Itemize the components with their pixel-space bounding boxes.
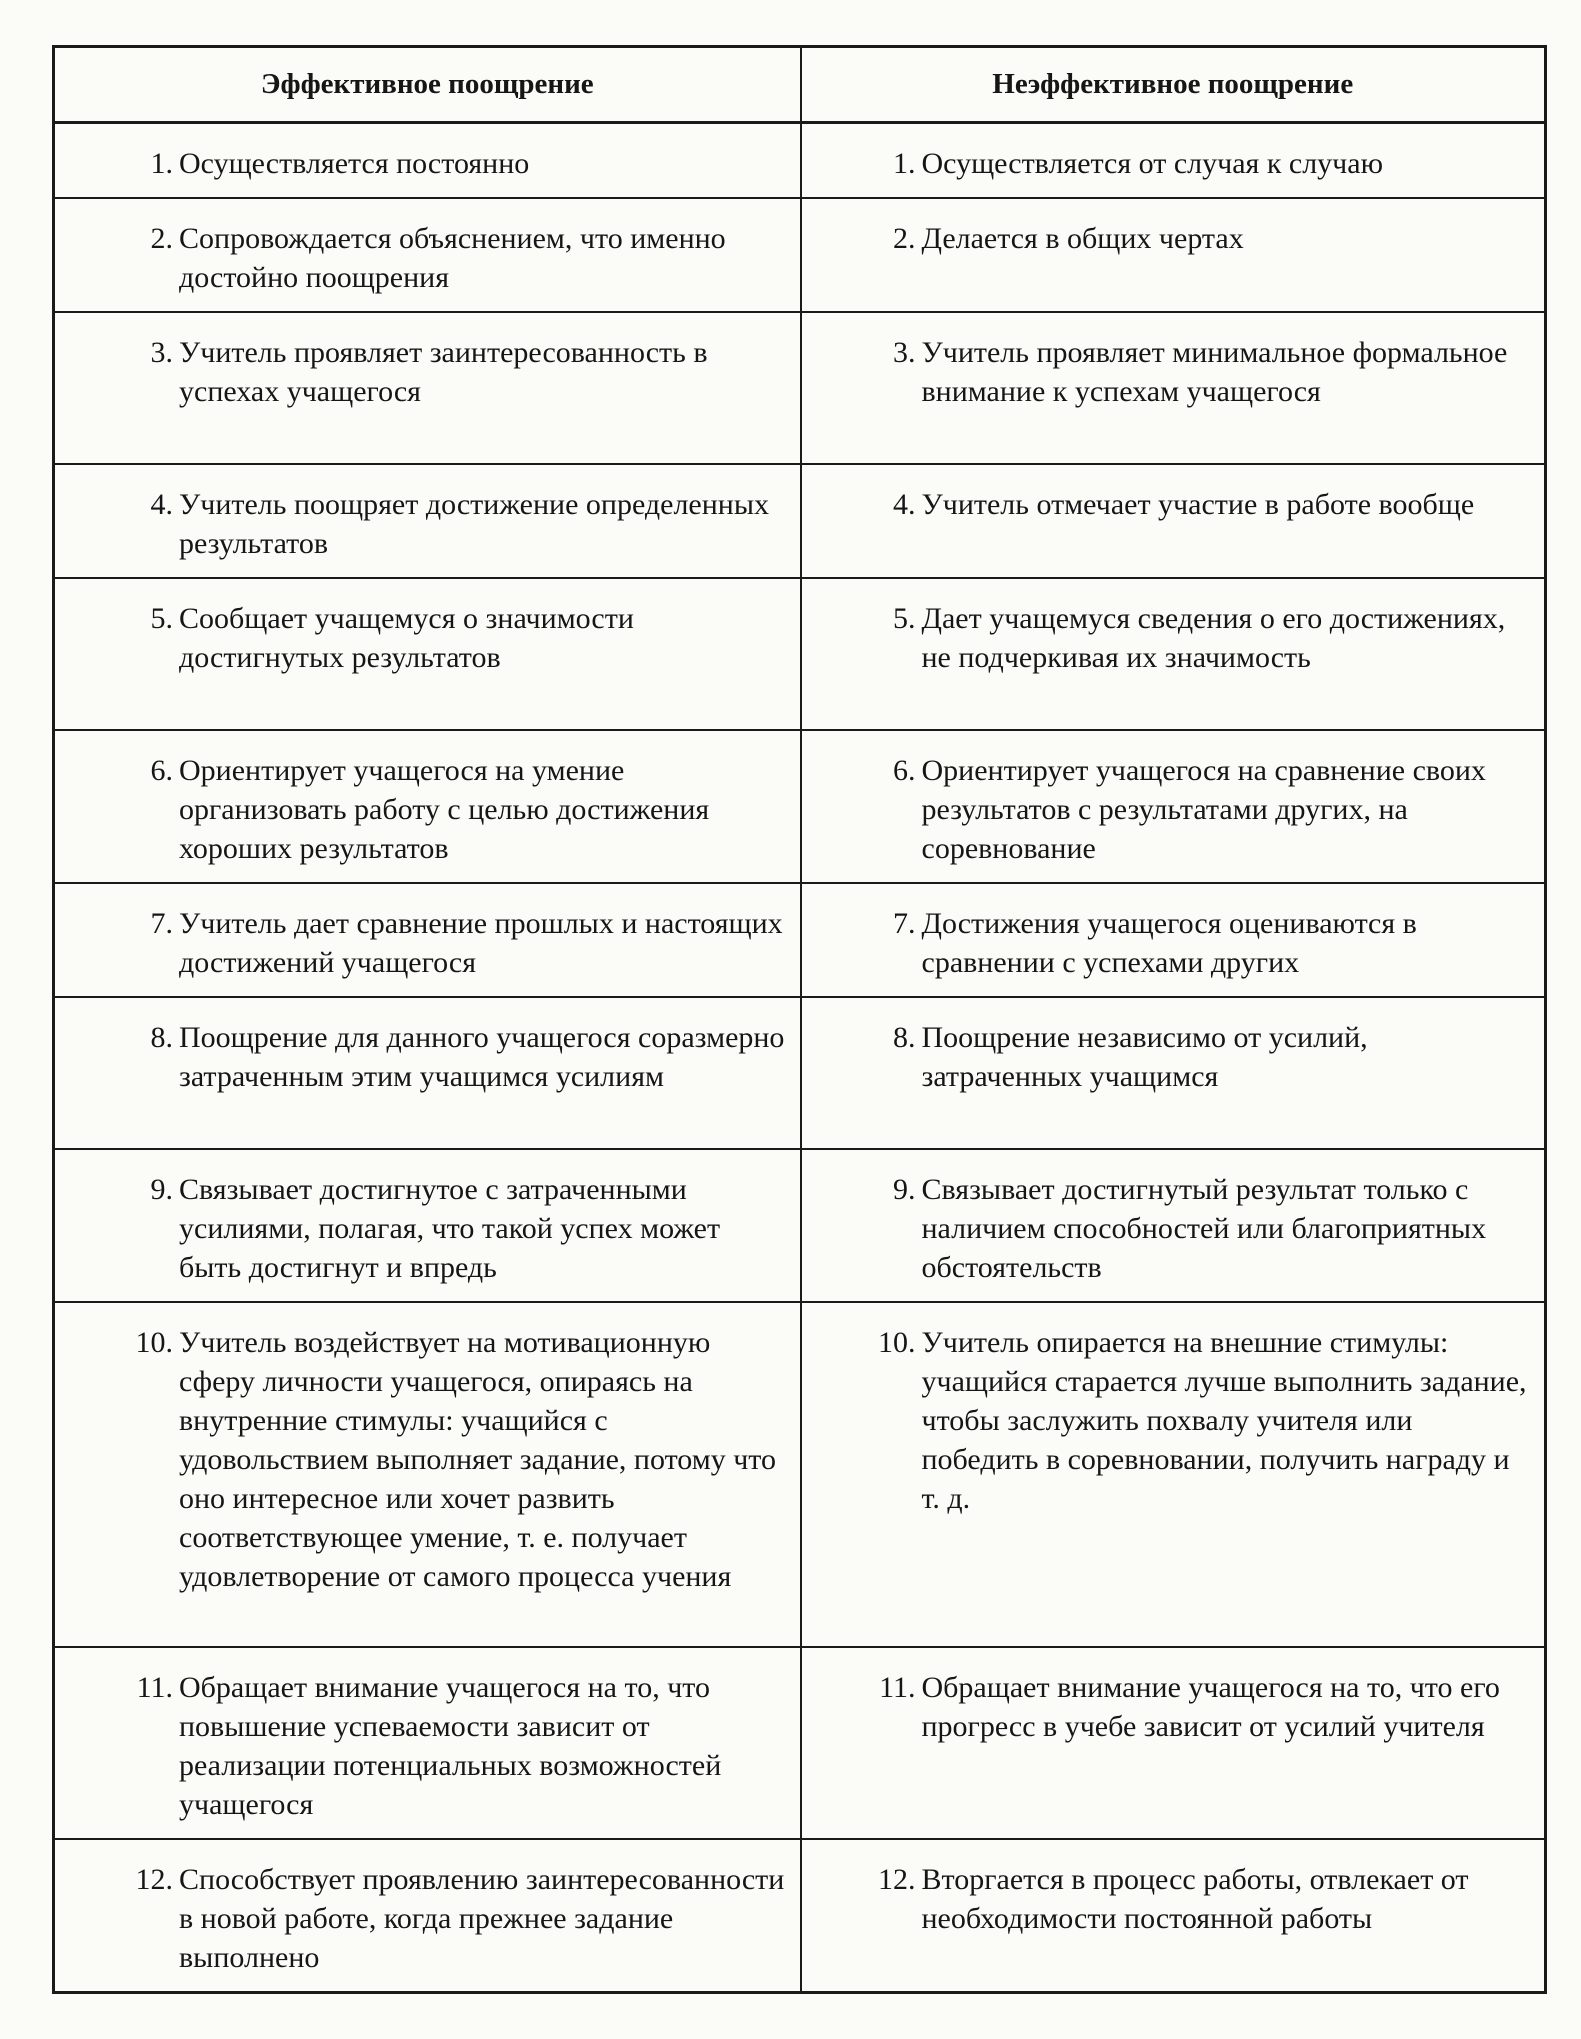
item-text: Поощрение независимо от усилий, затраченных учащимся bbox=[921, 1021, 1368, 1093]
list-item bbox=[55, 599, 790, 677]
item-text: Способствует проявлению заинтересованности в новой работе, когда прежнее задание выполнено bbox=[179, 1863, 785, 1974]
effective-cell bbox=[54, 883, 801, 997]
list-item bbox=[802, 1668, 1535, 1746]
item-text: Учитель проявляет минимальное формальное внимание к успехам учащегося bbox=[921, 336, 1508, 408]
list-item bbox=[802, 219, 1535, 258]
effective-cell bbox=[54, 730, 801, 883]
item-number: 8. bbox=[893, 1021, 916, 1054]
ineffective-cell bbox=[801, 464, 1546, 578]
list-item bbox=[55, 333, 790, 411]
item-text: Делается в общих чертах bbox=[921, 222, 1244, 255]
effective-cell bbox=[54, 464, 801, 578]
item-text: Связывает достигнутое с затраченными усилиями, полагая, что такой успех может быть достигнут и впредь bbox=[179, 1173, 721, 1284]
list-item bbox=[55, 1323, 790, 1596]
table-row bbox=[54, 578, 1546, 730]
table-row bbox=[54, 883, 1546, 997]
item-number: 5. bbox=[893, 602, 916, 635]
table-row bbox=[54, 464, 1546, 578]
item-text: Вторгается в процесс работы, отвлекает от необходимости постоянной работы bbox=[921, 1863, 1469, 1935]
table-row bbox=[54, 123, 1546, 199]
list-item bbox=[55, 1170, 790, 1287]
comparison-table bbox=[52, 45, 1547, 1994]
list-item bbox=[55, 1018, 790, 1096]
ineffective-cell bbox=[801, 1839, 1546, 1993]
item-number: 9. bbox=[150, 1173, 173, 1206]
item-number: 6. bbox=[893, 754, 916, 787]
effective-cell bbox=[54, 198, 801, 312]
list-item bbox=[802, 1018, 1535, 1096]
effective-cell bbox=[54, 312, 801, 464]
header-effective: Эффективное поощрение bbox=[54, 47, 801, 123]
list-item bbox=[802, 1170, 1535, 1287]
item-number: 2. bbox=[150, 222, 173, 255]
ineffective-cell bbox=[801, 123, 1546, 199]
item-text: Обращает внимание учащегося на то, что повышение успеваемости зависит от реализации потенциальных возможностей учащегося bbox=[179, 1671, 722, 1821]
list-item bbox=[802, 904, 1535, 982]
ineffective-cell bbox=[801, 883, 1546, 997]
item-number: 10. bbox=[135, 1326, 173, 1359]
list-item bbox=[802, 485, 1535, 524]
item-text: Сопровождается объяснением, что именно достойно поощрения bbox=[179, 222, 726, 294]
ineffective-cell bbox=[801, 1149, 1546, 1302]
effective-cell bbox=[54, 1302, 801, 1647]
ineffective-cell bbox=[801, 730, 1546, 883]
item-number: 6. bbox=[150, 754, 173, 787]
table-row bbox=[54, 1839, 1546, 1993]
effective-cell bbox=[54, 1839, 801, 1993]
item-text: Достижения учащегося оцениваются в сравнении с успехами других bbox=[921, 907, 1417, 979]
list-item bbox=[802, 144, 1535, 183]
effective-cell bbox=[54, 1149, 801, 1302]
item-number: 3. bbox=[150, 336, 173, 369]
item-number: 12. bbox=[878, 1863, 916, 1896]
item-text: Сообщает учащемуся о значимости достигнутых результатов bbox=[179, 602, 634, 674]
ineffective-cell bbox=[801, 1302, 1546, 1647]
list-item bbox=[55, 1668, 790, 1824]
item-number: 10. bbox=[878, 1326, 916, 1359]
list-item bbox=[55, 904, 790, 982]
item-number: 4. bbox=[150, 488, 173, 521]
item-text: Связывает достигнутый результат только с наличием способностей или благоприятных обстоятельств bbox=[921, 1173, 1487, 1284]
list-item bbox=[802, 333, 1535, 411]
item-text: Учитель опирается на внешние стимулы: учащийся старается лучше выполнить задание, чтобы заслужить похвалу учителя или победить в соревновании, получить награду и т. д. bbox=[921, 1326, 1527, 1515]
effective-cell bbox=[54, 1647, 801, 1839]
table-row bbox=[54, 730, 1546, 883]
table-row bbox=[54, 1149, 1546, 1302]
item-text: Учитель дает сравнение прошлых и настоящих достижений учащегося bbox=[179, 907, 783, 979]
list-item bbox=[802, 1860, 1535, 1938]
item-number: 7. bbox=[893, 907, 916, 940]
item-number: 1. bbox=[150, 147, 173, 180]
ineffective-cell bbox=[801, 312, 1546, 464]
list-item bbox=[55, 1860, 790, 1977]
item-number: 12. bbox=[135, 1863, 173, 1896]
item-text: Учитель проявляет заинтересованность в успехах учащегося bbox=[179, 336, 708, 408]
list-item bbox=[55, 219, 790, 297]
item-number: 1. bbox=[893, 147, 916, 180]
item-text: Учитель отмечает участие в работе вообще bbox=[921, 488, 1475, 521]
ineffective-cell bbox=[801, 198, 1546, 312]
table-row bbox=[54, 997, 1546, 1149]
ineffective-cell bbox=[801, 578, 1546, 730]
item-text: Поощрение для данного учащегося соразмерно затраченным этим учащимся усилиям bbox=[179, 1021, 785, 1093]
effective-cell bbox=[54, 997, 801, 1149]
header-row bbox=[54, 47, 1546, 123]
item-text: Осуществляется от случая к случаю bbox=[921, 147, 1383, 180]
list-item bbox=[55, 751, 790, 868]
item-number: 9. bbox=[893, 1173, 916, 1206]
ineffective-cell bbox=[801, 997, 1546, 1149]
item-number: 3. bbox=[893, 336, 916, 369]
table-row bbox=[54, 1302, 1546, 1647]
item-number: 8. bbox=[150, 1021, 173, 1054]
table-row bbox=[54, 198, 1546, 312]
effective-cell bbox=[54, 578, 801, 730]
list-item bbox=[55, 485, 790, 563]
table-row bbox=[54, 312, 1546, 464]
item-number: 2. bbox=[893, 222, 916, 255]
item-number: 5. bbox=[150, 602, 173, 635]
item-text: Учитель поощряет достижение определенных результатов bbox=[179, 488, 770, 560]
effective-cell bbox=[54, 123, 801, 199]
list-item bbox=[802, 599, 1535, 677]
item-text: Учитель воздействует на мотивационную сферу личности учащегося, опираясь на внутренние стимулы: учащийся с удовольствием выполняет задание, потому что оно интересное или хочет развить соответствующее умение, т. е. получает удовлетворение от самого процесса учения bbox=[179, 1326, 777, 1593]
table-row bbox=[54, 1647, 1546, 1839]
item-number: 4. bbox=[893, 488, 916, 521]
list-item bbox=[802, 751, 1535, 868]
item-text: Ориентирует учащегося на сравнение своих результатов с результатами других, на соревнование bbox=[921, 754, 1486, 865]
ineffective-cell bbox=[801, 1647, 1546, 1839]
list-item bbox=[802, 1323, 1535, 1518]
header-ineffective: Неэффективное поощрение bbox=[801, 47, 1546, 123]
item-text: Дает учащемуся сведения о его достижениях, не подчеркивая их значимость bbox=[921, 602, 1506, 674]
item-text: Осуществляется постоянно bbox=[179, 147, 530, 180]
item-text: Ориентирует учащегося на умение организовать работу с целью достижения хороших результатов bbox=[179, 754, 710, 865]
list-item bbox=[55, 144, 790, 183]
item-number: 11. bbox=[879, 1671, 916, 1704]
item-text: Обращает внимание учащегося на то, что его прогресс в учебе зависит от усилий учителя bbox=[921, 1671, 1500, 1743]
item-number: 7. bbox=[150, 907, 173, 940]
item-number: 11. bbox=[136, 1671, 173, 1704]
